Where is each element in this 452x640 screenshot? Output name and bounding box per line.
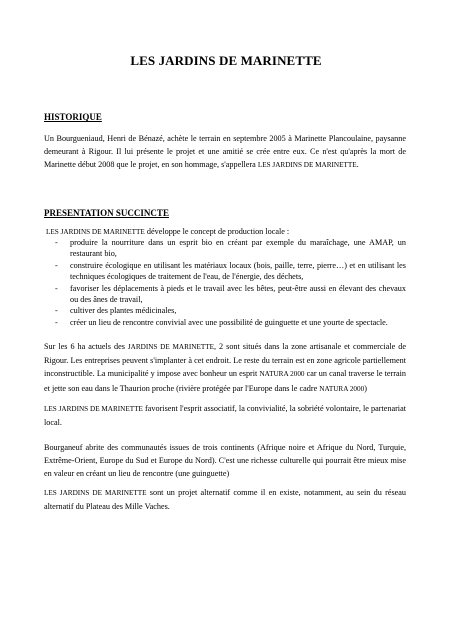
paragraph-text: ) [364,383,367,393]
list-item: - créer un lieu de rencontre convivial avec une possibilité de guinguette et une yourte de spectacle. [55,317,406,328]
concept-list [55,237,406,328]
list-item: - produire la nourriture dans un esprit bio en créant par exemple du maraîchage, une AMAP, un restaurant bio, [55,237,406,260]
document-title: LES JARDINS DE MARINETTE [130,53,322,68]
paragraph-bourganeuf [44,441,406,481]
paragraph-reseau [44,486,406,513]
paragraph-text: . [356,160,359,170]
paragraph-text: , 2 sont situés dans la zone artisanale et commerciale de Rigour. Les entreprises peuvent s'implanter à cet endroit. Le reste du terrain est en zone agricole partiellement inconstructible. La municipalité y impose avec bonheur un esprit [44,342,407,379]
project-name: LES JARDINS DE MARINETTE [44,405,143,413]
list-item: - cultiver des plantes médicinales, [55,305,406,316]
paragraph-text: favorisent l'esprit associatif, la convivialité, la sobriété volontaire, le partenariat local. [44,404,406,428]
paragraph-historique [44,132,406,173]
paragraph-text: car un canal traverse le terrain et jette son eau dans le Thaurion proche (rivière protégée par l'Europe dans le cadre [44,369,406,393]
list-item: - favoriser les déplacements à pieds et le travail avec les bêtes, peut-être aussi en élevant des chevaux ou des ânes de travail, [55,283,406,306]
heading-historique: HISTORIQUE [44,112,102,122]
paragraph-text: sont un projet alternatif comme il en existe, notamment, au sein du réseau alternatif du Plateau des Mille Vaches. [44,488,406,512]
paragraph-text: Bourganeuf abrite des communautés issues de trois continents (Afrique noire et Afrique du Nord, Turquie, Extrême-Orient, Europe du Sud et Europe du Nord). C'est une richesse culturelle qui pourrait être mieux mise en valeur en créant un lieu de rencontre (une guinguette) [44,443,406,479]
paragraph-text: Sur les 6 ha actuels des [44,342,128,351]
natura-label: NATURA 2000 [319,384,365,393]
list-item: - construire écologique en utilisant les matériaux locaux (bois, paille, terre, pierre…) et en utilisant les techniques écologiques de traitement de l'eau, de l'énergie, des déchets, [55,260,406,283]
heading-presentation: PRESENTATION SUCCINCTE [44,208,169,218]
paragraph-hectares [44,340,406,396]
natura-label: NATURA 2000 [259,370,305,379]
project-name: LES JARDINS DE MARINETTE [46,228,145,236]
paragraph-text: développe le concept de production locale : [144,227,290,236]
project-name: LES JARDINS DE MARINETTE [44,489,147,497]
paragraph-associatif [44,402,406,429]
project-name: JARDINS DE MARINETTE [127,343,215,351]
project-name: LES JARDINS DE MARINETTE [257,161,357,170]
paragraph-text: Un Bourgueniaud, Henri de Bénazé, achète le terrain en septembre 2005 à Marinette Plancoulaine, paysanne demeurant à Rigour. Il lui présente le projet et une amitié se crée entre eux. Ce n'est qu'après la mort de Marinette début 2008 que le projet, en son hommage, s'appellera [44,134,406,170]
